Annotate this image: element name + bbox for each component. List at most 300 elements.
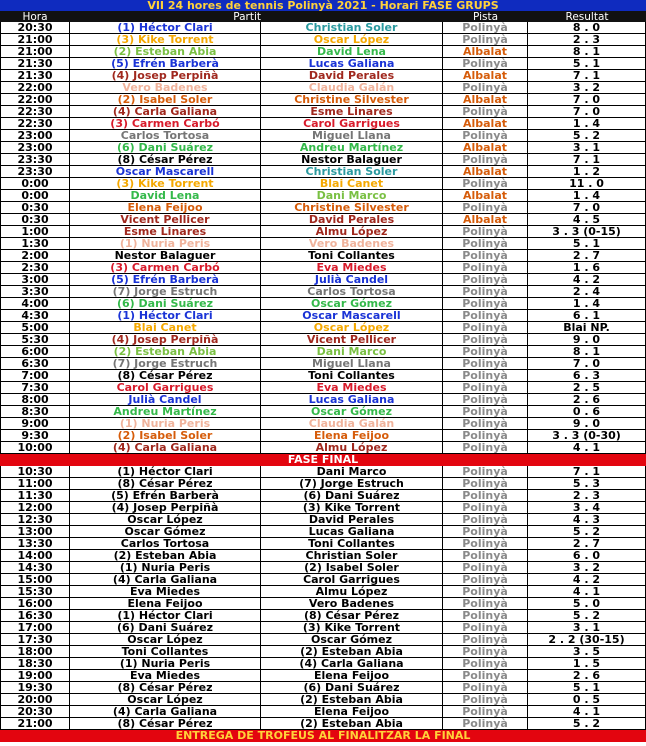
table-row	[0, 562, 646, 574]
match-time: 2:00	[0, 250, 70, 262]
player-2: Oscar Gómez	[261, 298, 443, 310]
result: 8 . 1	[528, 46, 646, 58]
result: 1 . 4	[528, 118, 646, 130]
court: Polinyà	[443, 562, 528, 574]
player-1: (6) Dani Suárez	[70, 622, 261, 634]
match-time: 7:00	[0, 370, 70, 382]
result: 3 . 1	[528, 142, 646, 154]
result: 4 . 1	[528, 706, 646, 718]
result: 3 . 5	[528, 646, 646, 658]
match-time: 0:30	[0, 214, 70, 226]
player-1: Carol Garrigues	[70, 382, 261, 394]
court: Albalat	[443, 46, 528, 58]
player-2: David Perales	[261, 214, 443, 226]
table-row	[0, 658, 646, 670]
match-time: 9:30	[0, 430, 70, 442]
table-row	[0, 34, 646, 46]
player-1: Elena Feijoo	[70, 598, 261, 610]
table-row	[0, 718, 646, 730]
player-2: Christine Silvester	[261, 94, 443, 106]
player-1: (7) Jorge Estruch	[70, 286, 261, 298]
result: 11 . 0	[528, 178, 646, 190]
player-2: Dani Marco	[261, 466, 443, 478]
match-time: 21:30	[0, 58, 70, 70]
match-time: 12:30	[0, 514, 70, 526]
table-row	[0, 550, 646, 562]
match-time: 14:30	[0, 562, 70, 574]
result: 5 . 1	[528, 238, 646, 250]
player-2: (6) Dani Suárez	[261, 682, 443, 694]
match-time: 21:00	[0, 34, 70, 46]
result: 5 . 3	[528, 478, 646, 490]
player-2: Vicent Pellicer	[261, 334, 443, 346]
table-row	[0, 322, 646, 334]
court: Polinyà	[443, 694, 528, 706]
table-row	[0, 478, 646, 490]
table-row	[0, 274, 646, 286]
player-2: Carlos Tortosa	[261, 286, 443, 298]
result: 7 . 0	[528, 106, 646, 118]
player-2: Elena Feijoo	[261, 670, 443, 682]
player-1: (2) Esteban Abia	[70, 46, 261, 58]
table-row	[0, 394, 646, 406]
table-row	[0, 202, 646, 214]
result: 4 . 1	[528, 586, 646, 598]
table-row	[0, 502, 646, 514]
player-1: Vero Badenes	[70, 82, 261, 94]
court: Polinyà	[443, 382, 528, 394]
player-1: (4) Carla Galiana	[70, 574, 261, 586]
match-time: 19:30	[0, 682, 70, 694]
player-2: Andreu Martínez	[261, 142, 443, 154]
match-time: 0:00	[0, 190, 70, 202]
player-2: Carol Garrigues	[261, 118, 443, 130]
table-row	[0, 58, 646, 70]
player-1: (4) Carla Galiana	[70, 442, 261, 454]
player-1: David Lena	[70, 190, 261, 202]
court: Polinyà	[443, 442, 528, 454]
result: 2 . 2 (30-15)	[528, 634, 646, 646]
result: 1 . 4	[528, 298, 646, 310]
court: Polinyà	[443, 478, 528, 490]
player-1: (1) Héctor Clari	[70, 466, 261, 478]
footer-banner	[0, 730, 646, 742]
player-1: Oscar Gómez	[70, 526, 261, 538]
player-1: (1) Héctor Clari	[70, 22, 261, 34]
player-1: (4) Josep Perpiñà	[70, 70, 261, 82]
player-2: (2) Esteban Abia	[261, 646, 443, 658]
court: Polinyà	[443, 406, 528, 418]
player-2: Claudia Galán	[261, 418, 443, 430]
court: Polinyà	[443, 154, 528, 166]
result: 9 . 0	[528, 418, 646, 430]
court: Polinyà	[443, 58, 528, 70]
result: 2 . 3	[528, 34, 646, 46]
table-row	[0, 250, 646, 262]
player-1: (1) Héctor Clari	[70, 610, 261, 622]
player-2: Christine Silvester	[261, 202, 443, 214]
match-time: 6:00	[0, 346, 70, 358]
table-row	[0, 190, 646, 202]
player-1: (1) Nuria Peris	[70, 562, 261, 574]
match-time: 5:00	[0, 322, 70, 334]
result: 0 . 5	[528, 694, 646, 706]
match-time: 16:30	[0, 610, 70, 622]
table-row	[0, 226, 646, 238]
table-row	[0, 442, 646, 454]
header-partit: Partit	[233, 11, 261, 22]
result: 6 . 3	[528, 370, 646, 382]
column-header	[0, 11, 646, 22]
table-row	[0, 106, 646, 118]
player-1: (8) César Pérez	[70, 154, 261, 166]
court: Polinyà	[443, 226, 528, 238]
match-time: 4:00	[0, 298, 70, 310]
match-time: 13:30	[0, 538, 70, 550]
court: Albalat	[443, 190, 528, 202]
match-time: 21:30	[0, 70, 70, 82]
result: 9 . 0	[528, 334, 646, 346]
result: 7 . 0	[528, 94, 646, 106]
table-row	[0, 310, 646, 322]
table-row	[0, 142, 646, 154]
player-1: (1) Nuria Peris	[70, 658, 261, 670]
court: Polinyà	[443, 586, 528, 598]
player-1: (3) Carmen Carbó	[70, 118, 261, 130]
match-time: 10:30	[0, 466, 70, 478]
table-row	[0, 574, 646, 586]
player-2: Julià Candel	[261, 274, 443, 286]
page-title: VII 24 hores de tennis Polinyà 2021 - Horari FASE GRUPS	[147, 0, 499, 11]
table-row	[0, 118, 646, 130]
result: 5 . 1	[528, 682, 646, 694]
court: Albalat	[443, 70, 528, 82]
table-row	[0, 178, 646, 190]
final-phase-label: FASE FINAL	[287, 454, 359, 466]
table-row	[0, 610, 646, 622]
match-time: 16:00	[0, 598, 70, 610]
table-row	[0, 406, 646, 418]
player-1: (3) Carmen Carbó	[70, 262, 261, 274]
table-row	[0, 238, 646, 250]
player-1: Oscar López	[70, 514, 261, 526]
table-row	[0, 490, 646, 502]
result: 2 . 6	[528, 394, 646, 406]
result: 4 . 1	[528, 442, 646, 454]
player-2: David Lena	[261, 46, 443, 58]
court: Polinyà	[443, 514, 528, 526]
table-row	[0, 82, 646, 94]
player-1: (6) Dani Suárez	[70, 298, 261, 310]
court: Polinyà	[443, 418, 528, 430]
player-2: Miguel Llana	[261, 130, 443, 142]
match-time: 0:00	[0, 178, 70, 190]
player-1: (3) Kike Torrent	[70, 34, 261, 46]
table-row	[0, 586, 646, 598]
table-row	[0, 334, 646, 346]
table-row	[0, 262, 646, 274]
court: Polinyà	[443, 250, 528, 262]
player-1: (7) Jorge Estruch	[70, 358, 261, 370]
result: 1 . 2	[528, 166, 646, 178]
result: 2 . 5	[528, 382, 646, 394]
table-row	[0, 286, 646, 298]
player-2: Eva Miedes	[261, 382, 443, 394]
player-2: Elena Feijoo	[261, 706, 443, 718]
final-phase-banner	[0, 454, 646, 466]
player-1: (3) Kike Torrent	[70, 178, 261, 190]
result: 5 . 2	[528, 130, 646, 142]
result: 3 . 4	[528, 502, 646, 514]
court: Albalat	[443, 142, 528, 154]
result: 2 . 7	[528, 538, 646, 550]
player-2: Oscar Mascarell	[261, 310, 443, 322]
header-pista: Pista	[472, 11, 499, 22]
player-1: (8) César Pérez	[70, 370, 261, 382]
match-time: 17:30	[0, 634, 70, 646]
player-1: Esme Linares	[70, 226, 261, 238]
table-row	[0, 70, 646, 82]
player-1: (5) Efrén Barberà	[70, 490, 261, 502]
match-time: 0:30	[0, 202, 70, 214]
court: Polinyà	[443, 598, 528, 610]
player-1: (2) Esteban Abia	[70, 346, 261, 358]
player-2: (6) Dani Suárez	[261, 490, 443, 502]
match-time: 12:00	[0, 502, 70, 514]
player-2: (4) Carla Galiana	[261, 658, 443, 670]
result: 3 . 2	[528, 82, 646, 94]
table-row	[0, 298, 646, 310]
result: 1 . 5	[528, 658, 646, 670]
result: 7 . 0	[528, 202, 646, 214]
result: 2 . 3	[528, 490, 646, 502]
table-row	[0, 622, 646, 634]
player-2: Eva Miedes	[261, 262, 443, 274]
court: Polinyà	[443, 178, 528, 190]
player-2: Toni Collantes	[261, 538, 443, 550]
court: Polinyà	[443, 670, 528, 682]
match-time: 23:30	[0, 154, 70, 166]
player-2: Christian Soler	[261, 22, 443, 34]
table-row	[0, 346, 646, 358]
court: Polinyà	[443, 526, 528, 538]
player-1: Toni Collantes	[70, 646, 261, 658]
match-time: 2:30	[0, 262, 70, 274]
player-2: David Perales	[261, 70, 443, 82]
table-row	[0, 466, 646, 478]
result: 3 . 3 (0-15)	[528, 226, 646, 238]
result: 5 . 0	[528, 598, 646, 610]
player-2: Lucas Galiana	[261, 526, 443, 538]
court: Polinyà	[443, 34, 528, 46]
table-row	[0, 370, 646, 382]
match-time: 20:00	[0, 694, 70, 706]
match-time: 15:00	[0, 574, 70, 586]
player-2: Oscar López	[261, 34, 443, 46]
match-time: 5:30	[0, 334, 70, 346]
court: Albalat	[443, 166, 528, 178]
court: Albalat	[443, 214, 528, 226]
table-row	[0, 694, 646, 706]
result: 4 . 2	[528, 274, 646, 286]
player-1: Eva Miedes	[70, 670, 261, 682]
court: Polinyà	[443, 622, 528, 634]
player-1: (5) Efrén Barberà	[70, 58, 261, 70]
player-1: (4) Carla Galiana	[70, 106, 261, 118]
match-time: 8:30	[0, 406, 70, 418]
match-time: 1:00	[0, 226, 70, 238]
court: Polinyà	[443, 634, 528, 646]
result: 5 . 2	[528, 718, 646, 730]
court: Polinyà	[443, 610, 528, 622]
player-2: Almu López	[261, 226, 443, 238]
title-bar	[0, 0, 646, 11]
result: 1 . 6	[528, 262, 646, 274]
player-2: Nestor Balaguer	[261, 154, 443, 166]
player-1: Elena Feijoo	[70, 202, 261, 214]
result: 2 . 7	[528, 250, 646, 262]
match-time: 3:00	[0, 274, 70, 286]
result: 5 . 2	[528, 526, 646, 538]
table-row	[0, 646, 646, 658]
court: Albalat	[443, 118, 528, 130]
player-2: (2) Isabel Soler	[261, 562, 443, 574]
player-2: Vero Badenes	[261, 598, 443, 610]
court: Polinyà	[443, 502, 528, 514]
player-2: Esme Linares	[261, 106, 443, 118]
table-row	[0, 358, 646, 370]
footer-label: ENTREGA DE TROFEUS AL FINALITZAR LA FINAL	[175, 730, 471, 742]
player-2: Blai Canet	[261, 178, 443, 190]
player-1: Nestor Balaguer	[70, 250, 261, 262]
player-2: (3) Kike Torrent	[261, 622, 443, 634]
match-time: 7:30	[0, 382, 70, 394]
player-2: Toni Collantes	[261, 250, 443, 262]
result: 7 . 1	[528, 466, 646, 478]
court: Polinyà	[443, 370, 528, 382]
table-row	[0, 514, 646, 526]
match-time: 1:30	[0, 238, 70, 250]
match-time: 19:00	[0, 670, 70, 682]
player-2: (2) Esteban Abia	[261, 718, 443, 730]
player-1: Vicent Pellicer	[70, 214, 261, 226]
court: Polinyà	[443, 430, 528, 442]
match-time: 3:30	[0, 286, 70, 298]
result: 7 . 1	[528, 70, 646, 82]
player-1: (4) Carla Galiana	[70, 706, 261, 718]
result: 5 . 1	[528, 58, 646, 70]
match-time: 8:00	[0, 394, 70, 406]
match-time: 23:00	[0, 130, 70, 142]
player-1: (4) Josep Perpiñà	[70, 334, 261, 346]
result: 2 . 4	[528, 286, 646, 298]
result: 0 . 6	[528, 406, 646, 418]
court: Polinyà	[443, 358, 528, 370]
match-time: 23:00	[0, 142, 70, 154]
match-time: 22:30	[0, 106, 70, 118]
court: Polinyà	[443, 466, 528, 478]
player-2: David Perales	[261, 514, 443, 526]
result: 3 . 3 (0-30)	[528, 430, 646, 442]
match-time: 10:00	[0, 442, 70, 454]
result: 6 . 1	[528, 310, 646, 322]
court: Polinyà	[443, 550, 528, 562]
court: Albalat	[443, 94, 528, 106]
result: 7 . 1	[528, 154, 646, 166]
court: Polinyà	[443, 82, 528, 94]
result: 7 . 0	[528, 358, 646, 370]
player-2: Almu López	[261, 442, 443, 454]
court: Polinyà	[443, 286, 528, 298]
court: Polinyà	[443, 106, 528, 118]
court: Polinyà	[443, 658, 528, 670]
table-row	[0, 154, 646, 166]
match-time: 6:30	[0, 358, 70, 370]
player-2: Elena Feijoo	[261, 430, 443, 442]
player-2: Miguel Llana	[261, 358, 443, 370]
court: Polinyà	[443, 538, 528, 550]
result: 3 . 2	[528, 562, 646, 574]
player-2: Oscar Gómez	[261, 406, 443, 418]
player-1: (8) César Pérez	[70, 478, 261, 490]
match-time: 18:30	[0, 658, 70, 670]
table-row	[0, 46, 646, 58]
match-time: 11:00	[0, 478, 70, 490]
table-row	[0, 598, 646, 610]
table-row	[0, 706, 646, 718]
player-2: Lucas Galiana	[261, 58, 443, 70]
player-2: Oscar Gómez	[261, 634, 443, 646]
player-1: Oscar López	[70, 634, 261, 646]
table-row	[0, 382, 646, 394]
match-time: 18:00	[0, 646, 70, 658]
player-1: Oscar Mascarell	[70, 166, 261, 178]
player-1: (6) Dani Suárez	[70, 142, 261, 154]
table-row	[0, 526, 646, 538]
result: 4 . 3	[528, 514, 646, 526]
result: 4 . 5	[528, 214, 646, 226]
court: Polinyà	[443, 22, 528, 34]
result: 2 . 6	[528, 670, 646, 682]
result: 6 . 0	[528, 550, 646, 562]
match-time: 23:30	[0, 166, 70, 178]
player-1: (2) Isabel Soler	[70, 94, 261, 106]
player-1: Julià Candel	[70, 394, 261, 406]
player-1: (1) Nuria Peris	[70, 418, 261, 430]
player-2: (2) Esteban Abia	[261, 694, 443, 706]
match-time: 21:00	[0, 46, 70, 58]
player-1: Eva Miedes	[70, 586, 261, 598]
court: Polinyà	[443, 490, 528, 502]
player-1: Andreu Martínez	[70, 406, 261, 418]
table-row	[0, 682, 646, 694]
court: Polinyà	[443, 310, 528, 322]
player-1: (4) Josep Perpiñà	[70, 502, 261, 514]
header-hora: Hora	[22, 11, 48, 22]
player-1: Oscar López	[70, 694, 261, 706]
player-1: (5) Efrén Barberà	[70, 274, 261, 286]
court: Polinyà	[443, 394, 528, 406]
table-row	[0, 634, 646, 646]
table-row	[0, 430, 646, 442]
match-time: 22:00	[0, 94, 70, 106]
table-row	[0, 130, 646, 142]
player-1: (8) César Pérez	[70, 718, 261, 730]
match-time: 4:30	[0, 310, 70, 322]
result: 3 . 1	[528, 622, 646, 634]
player-1: (8) César Pérez	[70, 682, 261, 694]
match-time: 17:00	[0, 622, 70, 634]
